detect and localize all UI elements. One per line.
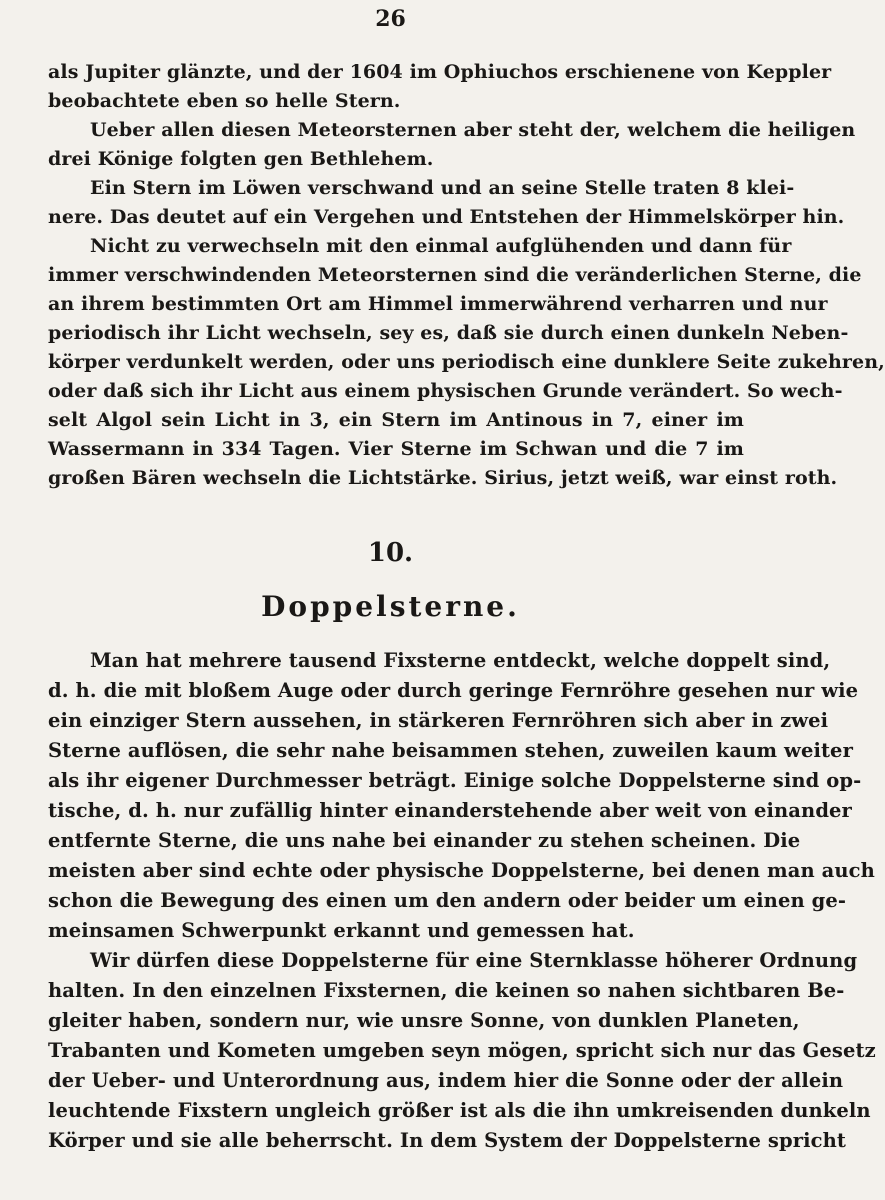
text-line: Körper und sie alle beherrscht. In dem System der Doppelsterne spricht (48, 1129, 846, 1152)
text-line: ein einziger Stern aussehen, in stärkeren Fernröhren sich aber in zwei (48, 709, 829, 732)
text-line: selt Algol sein Licht in 3, ein Stern im Antinous in 7, einer im (48, 409, 744, 431)
text-line: gleiter haben, sondern nur, wie unsre Sonne, von dunklen Planeten, (48, 1009, 800, 1032)
text-line: beobachtete eben so helle Stern. (48, 90, 401, 112)
page-number: 26 (375, 6, 406, 32)
text-line: entfernte Sterne, die uns nahe bei einander zu stehen scheinen. Die (48, 829, 801, 852)
text-line: oder daß sich ihr Licht aus einem physischen Grunde verändert. So wech- (48, 380, 843, 402)
section-number: 10. (367, 538, 414, 568)
text-line: halten. In den einzelnen Fixsternen, die keinen so nahen sichtbaren Be- (48, 979, 845, 1002)
text-line: als Jupiter glänzte, und der 1604 im Ophiuchos erschienene von Keppler (48, 61, 832, 83)
text-line: leuchtende Fixstern ungleich größer ist als die ihn umkreisenden dunkeln (48, 1099, 871, 1122)
text-line: als ihr eigener Durchmesser beträgt. Einige solche Doppelsterne sind op- (48, 769, 862, 792)
text-line: drei Könige folgten gen Bethlehem. (48, 148, 434, 170)
text-line: immer verschwindenden Meteorsternen sind die veränderlichen Sterne, die (48, 264, 862, 286)
text-line: Wassermann in 334 Tagen. Vier Sterne im Schwan und die 7 im (48, 438, 744, 460)
top-text-block (48, 58, 885, 493)
text-line: periodisch ihr Licht wechseln, sey es, daß sie durch einen dunkeln Neben- (48, 322, 849, 344)
text-line: tische, d. h. nur zufällig hinter einanderstehende aber weit von einander (48, 799, 852, 822)
text-line: Wir dürfen diese Doppelsterne für eine Sternklasse höherer Ordnung (90, 949, 858, 972)
text-line: nere. Das deutet auf ein Vergehen und Entstehen der Himmelskörper hin. (48, 206, 845, 228)
text-line: Man hat mehrere tausend Fixsterne entdeckt, welche doppelt sind, (90, 649, 831, 672)
text-line: Nicht zu verwechseln mit den einmal aufglühenden und dann für (90, 235, 792, 257)
text-line: schon die Bewegung des einen um den andern oder beider um einen ge- (48, 889, 847, 912)
text-line: großen Bären wechseln die Lichtstärke. Sirius, jetzt weiß, war einst roth. (48, 467, 838, 489)
text-line: Ein Stern im Löwen verschwand und an seine Stelle traten 8 klei- (90, 177, 795, 199)
text-line: meinsamen Schwerpunkt erkannt und gemessen hat. (48, 919, 635, 942)
text-line: der Ueber- und Unterordnung aus, indem hier die Sonne oder der allein (48, 1069, 844, 1092)
text-line: meisten aber sind echte oder physische Doppelsterne, bei denen man auch (48, 859, 875, 882)
text-line: an ihrem bestimmten Ort am Himmel immerwährend verharren und nur (48, 293, 828, 315)
text-line: Sterne auflösen, die sehr nahe beisammen stehen, zuweilen kaum weiter (48, 739, 853, 762)
text-line: Trabanten und Kometen umgeben seyn mögen, spricht sich nur das Gesetz (48, 1039, 876, 1062)
text-line: körper verdunkelt werden, oder uns periodisch eine dunklere Seite zukehren, (48, 351, 885, 373)
text-line: Ueber allen diesen Meteorsternen aber steht der, welchem die heiligen (90, 119, 856, 141)
text-line: d. h. die mit bloßem Auge oder durch geringe Fernröhre gesehen nur wie (48, 679, 859, 702)
bottom-text-block (48, 646, 876, 1156)
section-title: Doppelsterne. (261, 590, 520, 623)
